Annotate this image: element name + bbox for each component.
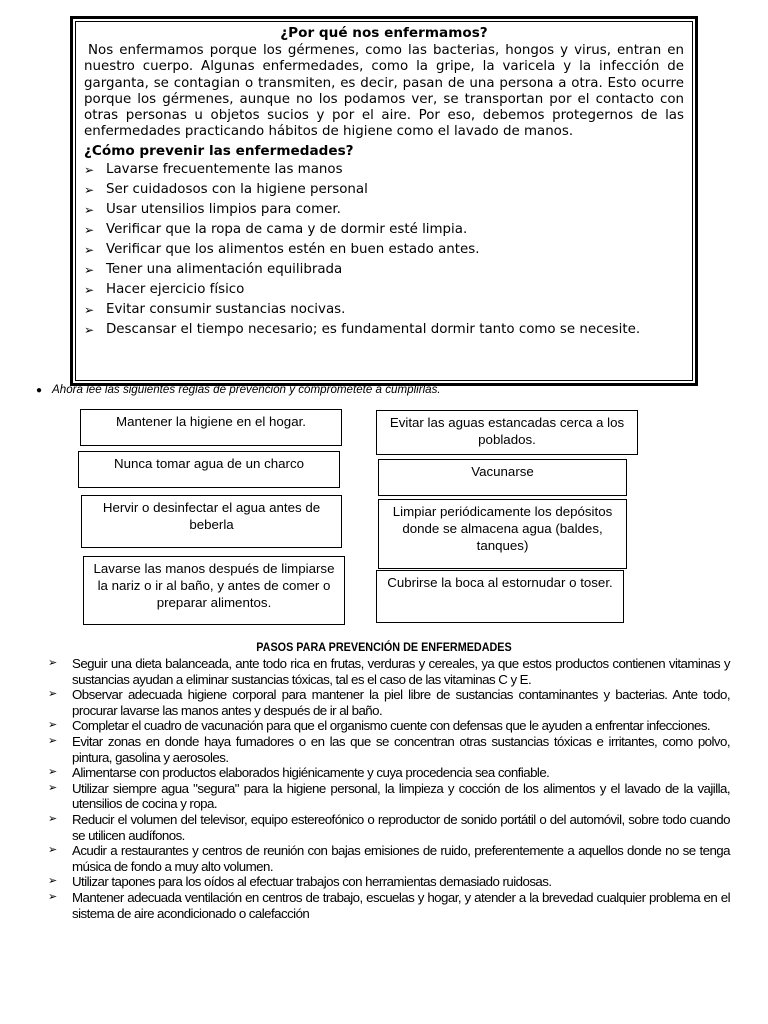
rule-box: Mantener la higiene en el hogar. [80,409,342,446]
arrowhead-bullet-icon: ➢ [48,688,58,701]
frame-subtitle: ¿Cómo prevenir las enfermedades? [84,143,354,160]
list-item: ➢ Ser cuidadosos con la higiene personal [84,181,368,197]
info-frame-inner [75,21,693,381]
arrowhead-bullet-icon: ➢ [48,766,58,779]
steps-title: PASOS PARA PREVENCIÓN DE ENFERMEDADES [256,640,512,654]
list-item: ➢ Tener una alimentación equilibrada [84,261,343,277]
arrowhead-bullet-icon: ➢ [48,657,58,669]
frame-paragraph: Nos enfermamos porque los gérmenes, como las bacterias, hongos y virus, entran en nuestro cuerpo. Algunas enfermedades, como la gripe, la varicela y la infección de garganta, se contagian o transmiten, es decir, pasan de una persona a otra. Esto ocurre porque los gérmenes, aunque no los podamos ver, se transportan por el contacto con otras personas u objetos sucios y por el aire. Por eso, debemos protegernos de las enfermedades practicando hábitos de higiene como el lavado de manos. [84,43,684,140]
rule-box: Limpiar periódicamente los depósitos donde se almacena agua (baldes, tanques) [378,499,627,569]
arrowhead-bullet-icon: ➢ [84,222,95,237]
steps-list [48,656,730,921]
bullet-dot-icon: ● [36,385,43,396]
rule-box: Hervir o desinfectar el agua antes de beberla [81,495,342,548]
rule-box: Cubrirse la boca al estornudar o toser. [376,570,624,623]
arrowhead-bullet-icon: ➢ [48,719,58,732]
list-item: ➢ Utilizar tapones para los oídos al efectuar trabajos con herramientas demasiado ruidosas. [48,874,552,890]
list-item: ➢ Usar utensilios limpios para comer. [84,201,341,217]
arrowhead-bullet-icon: ➢ [84,282,95,297]
list-item: ➢ Seguir una dieta balanceada, ante todo rica en frutas, verduras y cereales, ya que estos productos contienen vitaminas y sustancias ayudan a eliminar sustancias tóxicas, tal es el caso de las vitaminas C y E. [48,656,730,687]
rule-box: Evitar las aguas estancadas cerca a los poblados. [376,410,638,455]
list-item: ➢ Hacer ejercicio físico [84,281,245,297]
rule-box: Nunca tomar agua de un charco [78,451,340,488]
list-item: ➢ Utilizar siempre agua "segura" para la higiene personal, la limpieza y cocción de los alimentos y el lavado de la vajilla, utensilios de cocina y ropa. [48,780,730,812]
list-item: ➢ Evitar zonas en donde haya fumadores o en las que se concentran otras sustancias tóxicas e irritantes, como polvo, pintura, gasolina y aerosoles. [48,733,730,765]
list-item: ➢ Reducir el volumen del televisor, equipo estereofónico o reproductor de sonido portátil o del automóvil, sobre todo cuando se utilicen audífonos. [48,811,730,843]
arrowhead-bullet-icon: ➢ [84,162,95,177]
list-item: ➢ Observar adecuada higiene corporal para mantener la piel libre de sustancias contaminantes y bacterias. Ante todo, procurar lavarse las manos antes y después de ir al baño. [48,687,730,718]
list-item: ➢ Mantener adecuada ventilación en centros de trabajo, escuelas y hogar, y atender a la brevedad cualquier problema en el sistema de aire acondicionado o calefacción [48,889,730,921]
arrowhead-bullet-icon: ➢ [84,242,95,257]
arrowhead-bullet-icon: ➢ [48,734,58,747]
list-item: ➢ Alimentarse con productos elaborados higiénicamente y cuya procedencia sea confiable. [48,765,550,781]
arrowhead-bullet-icon: ➢ [48,812,58,825]
arrowhead-bullet-icon: ➢ [84,202,95,217]
list-item: ➢ Evitar consumir sustancias nocivas. [84,301,346,317]
instruction-line [36,383,441,396]
arrowhead-bullet-icon: ➢ [48,844,58,857]
arrowhead-bullet-icon: ➢ [48,890,58,903]
list-item: ➢ Lavarse frecuentemente las manos [84,161,343,177]
rule-box: Vacunarse [378,459,627,496]
list-item: ➢ Verificar que la ropa de cama y de dormir esté limpia. [84,221,468,237]
instruction-text: Ahora lee las siguientes reglas de prevención y comprométete a cumplirlas. [52,383,441,396]
list-item: ➢ Acudir a restaurantes y centros de reunión con bajas emisiones de ruido, preferentemente a aquellos donde no se tenga música de fondo a muy alto volumen. [48,843,730,874]
arrowhead-bullet-icon: ➢ [48,875,58,888]
arrowhead-bullet-icon: ➢ [84,262,95,277]
arrowhead-bullet-icon: ➢ [84,322,95,337]
list-item: ➢ Verificar que los alimentos estén en buen estado antes. [84,241,480,257]
info-frame [70,16,698,386]
list-item: ➢ Descansar el tiempo necesario; es fundamental dormir tanto como se necesite. [84,321,641,337]
frame-title: ¿Por qué nos enfermamos? [280,25,488,41]
rule-box: Lavarse las manos después de limpiarse la nariz o ir al baño, y antes de comer o preparar alimentos. [83,556,345,625]
arrowhead-bullet-icon: ➢ [84,182,95,197]
arrowhead-bullet-icon: ➢ [48,781,58,794]
arrowhead-bullet-icon: ➢ [84,302,95,317]
list-item: ➢ Completar el cuadro de vacunación para que el organismo cuente con defensas que le ayuden a enfrentar infecciones. [48,718,711,734]
prevention-tips-list [84,162,684,338]
